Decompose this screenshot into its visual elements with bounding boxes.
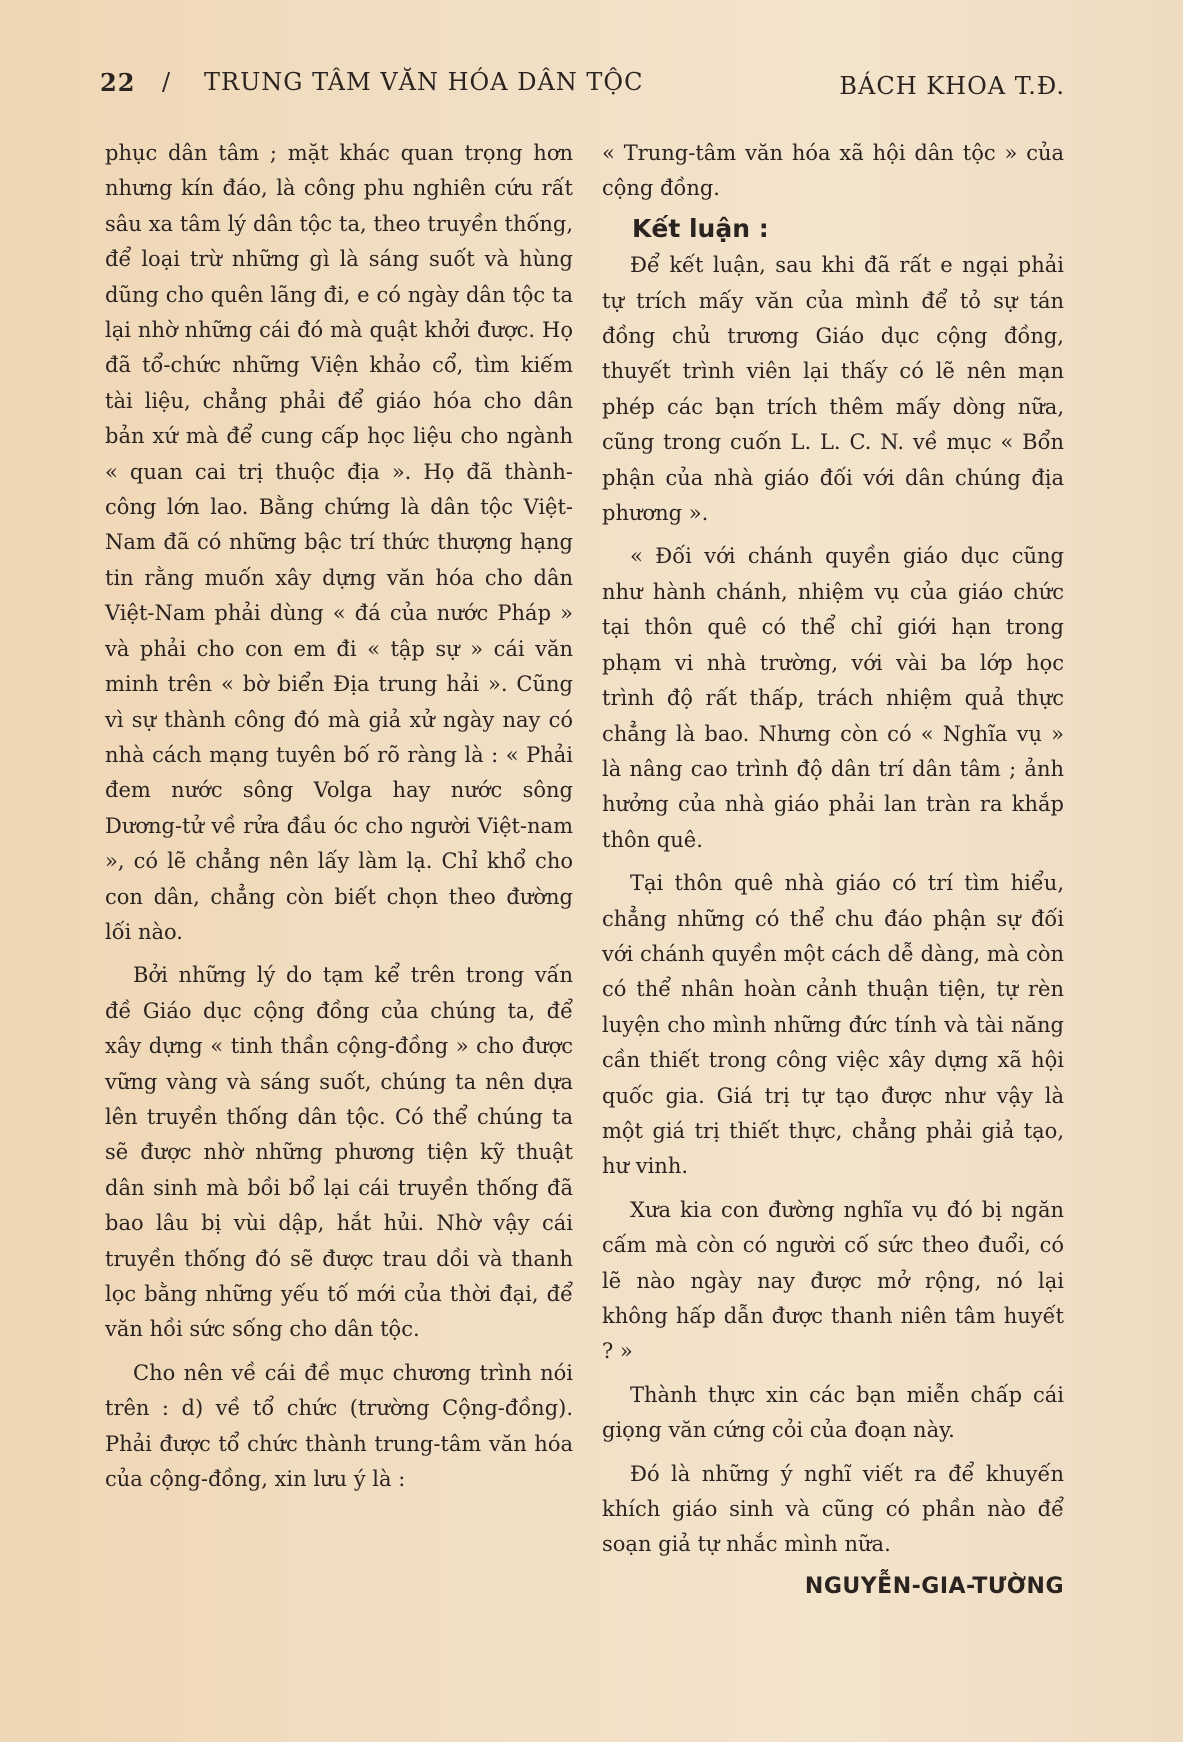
section-title: TRUNG TÂM VĂN HÓA DÂN TỘC xyxy=(204,68,644,96)
author-signature: NGUYỄN-GIA-TƯỜNG xyxy=(804,1573,1064,1599)
left-column xyxy=(105,136,573,1497)
right-paragraph-6: Thành thực xin các bạn miễn chấp cái giọng văn cứng cỏi của đoạn này. xyxy=(602,1382,1064,1443)
left-paragraph-2: Bởi những lý do tạm kể trên trong vấn đề Giáo dục cộng đồng của chúng ta, để xây dựng « tinh thần cộng-đồng » cho được vững vàng và sáng suốt, chúng ta nên dựa lên truyền thống dân tộc. Có thể chúng ta sẽ được nhờ những phương tiện kỹ thuật dân sinh mà bồi bổ lại cái truyền thống đã bao lâu bị vùi dập, hắt hủi. Nhờ vậy cái truyền thống đó sẽ được trau dồi và thanh lọc bằng những yếu tố mới của thời đại, để văn hồi sức sống cho dân tộc. xyxy=(105,963,573,1342)
page-number: 22 xyxy=(100,68,136,97)
header-separator: / xyxy=(162,68,172,96)
conclusion-heading: Kết luận : xyxy=(632,213,769,243)
left-paragraph-1: phục dân tâm ; mặt khác quan trọng hơn nhưng kín đáo, là công phu nghiên cứu rất sâu xa tâm lý dân tộc ta, theo truyền thống, để loại trừ những gì là sáng suốt và hùng dũng cho quên lãng đi, e có ngày dân tộc ta lại nhờ những cái đó mà quật khởi được. Họ đã tổ-chức những Viện khảo cổ, tìm kiếm tài liệu, chẳng phải để giáo hóa cho dân bản xứ mà để cung cấp học liệu cho ngành « quan cai trị thuộc địa ». Họ đã thành-công lớn lao. Bằng chứng là dân tộc Việt-Nam đã có những bậc trí thức thượng hạng tin rằng muốn xây dựng văn hóa cho dân Việt-Nam phải dùng « đá của nước Pháp » và phải cho con em đi « tập sự » cái văn minh trên « bờ biển Địa trung hải ». Cũng vì sự thành công đó mà giả xử ngày nay có nhà cách mạng tuyên bố rõ ràng là : « Phải đem nước sông Volga hay nước sông Dương-tử về rửa đầu óc cho người Việt-nam », có lẽ chẳng nên lấy làm lạ. Chỉ khổ cho con dân, chẳng còn biết chọn theo đường lối nào. xyxy=(105,141,573,944)
right-paragraph-3: « Đối với chánh quyền giáo dục cũng như hành chánh, nhiệm vụ của giáo chức tại thôn quê có thể chỉ giới hạn trong phạm vi nhà trường, với vài ba lớp học trình độ rất thấp, trách nhiệm quả thực chẳng là bao. Nhưng còn có « Nghĩa vụ » là nâng cao trình độ dân trí dân tâm ; ảnh hưởng của nhà giáo phải lan tràn ra khắp thôn quê. xyxy=(602,544,1064,852)
right-paragraph-2: Để kết luận, sau khi đã rất e ngại phải tự trích mấy văn của mình để tỏ sự tán đồng chủ trương Giáo dục cộng đồng, thuyết trình viên lại thấy có lẽ nên mạn phép các bạn trích thêm mấy dòng nữa, cũng trong cuốn L. L. C. N. về mục « Bổn phận của nhà giáo đối với dân chúng địa phương ». xyxy=(602,253,1064,526)
right-paragraph-4: Tại thôn quê nhà giáo có trí tìm hiểu, chẳng những có thể chu đáo phận sự đối với chánh quyền một cách dễ dàng, mà còn có thể nhân hoàn cảnh thuận tiện, tự rèn luyện cho mình những đức tính và tài năng cần thiết trong công việc xây dựng xã hội quốc gia. Giá trị tự tạo được như vậy là một giá trị thiết thực, chẳng phải giả tạo, hư vinh. xyxy=(602,871,1064,1179)
page-header xyxy=(100,68,1065,108)
right-paragraph-7: Đó là những ý nghĩ viết ra để khuyến khích giáo sinh và cũng có phần nào để soạn giả tự nhắc mình nữa. xyxy=(602,1461,1064,1557)
right-paragraph-5: Xưa kia con đường nghĩa vụ đó bị ngăn cấm mà còn có người cố sức theo đuổi, có lẽ nào ngày nay được mở rộng, nó lại không hấp dẫn được thanh niên tâm huyết ? » xyxy=(602,1197,1064,1364)
left-paragraph-3: Cho nên về cái đề mục chương trình nói trên : d) về tổ chức (trường Cộng-đồng). Phải được tổ chức thành trung-tâm văn hóa của cộng-đồng, xin lưu ý là : xyxy=(105,1360,573,1492)
right-column xyxy=(602,136,1064,1604)
right-paragraph-1: « Trung-tâm văn hóa xã hội dân tộc » của cộng đồng. xyxy=(602,141,1064,201)
magazine-name: BÁCH KHOA T.Đ. xyxy=(839,72,1065,100)
